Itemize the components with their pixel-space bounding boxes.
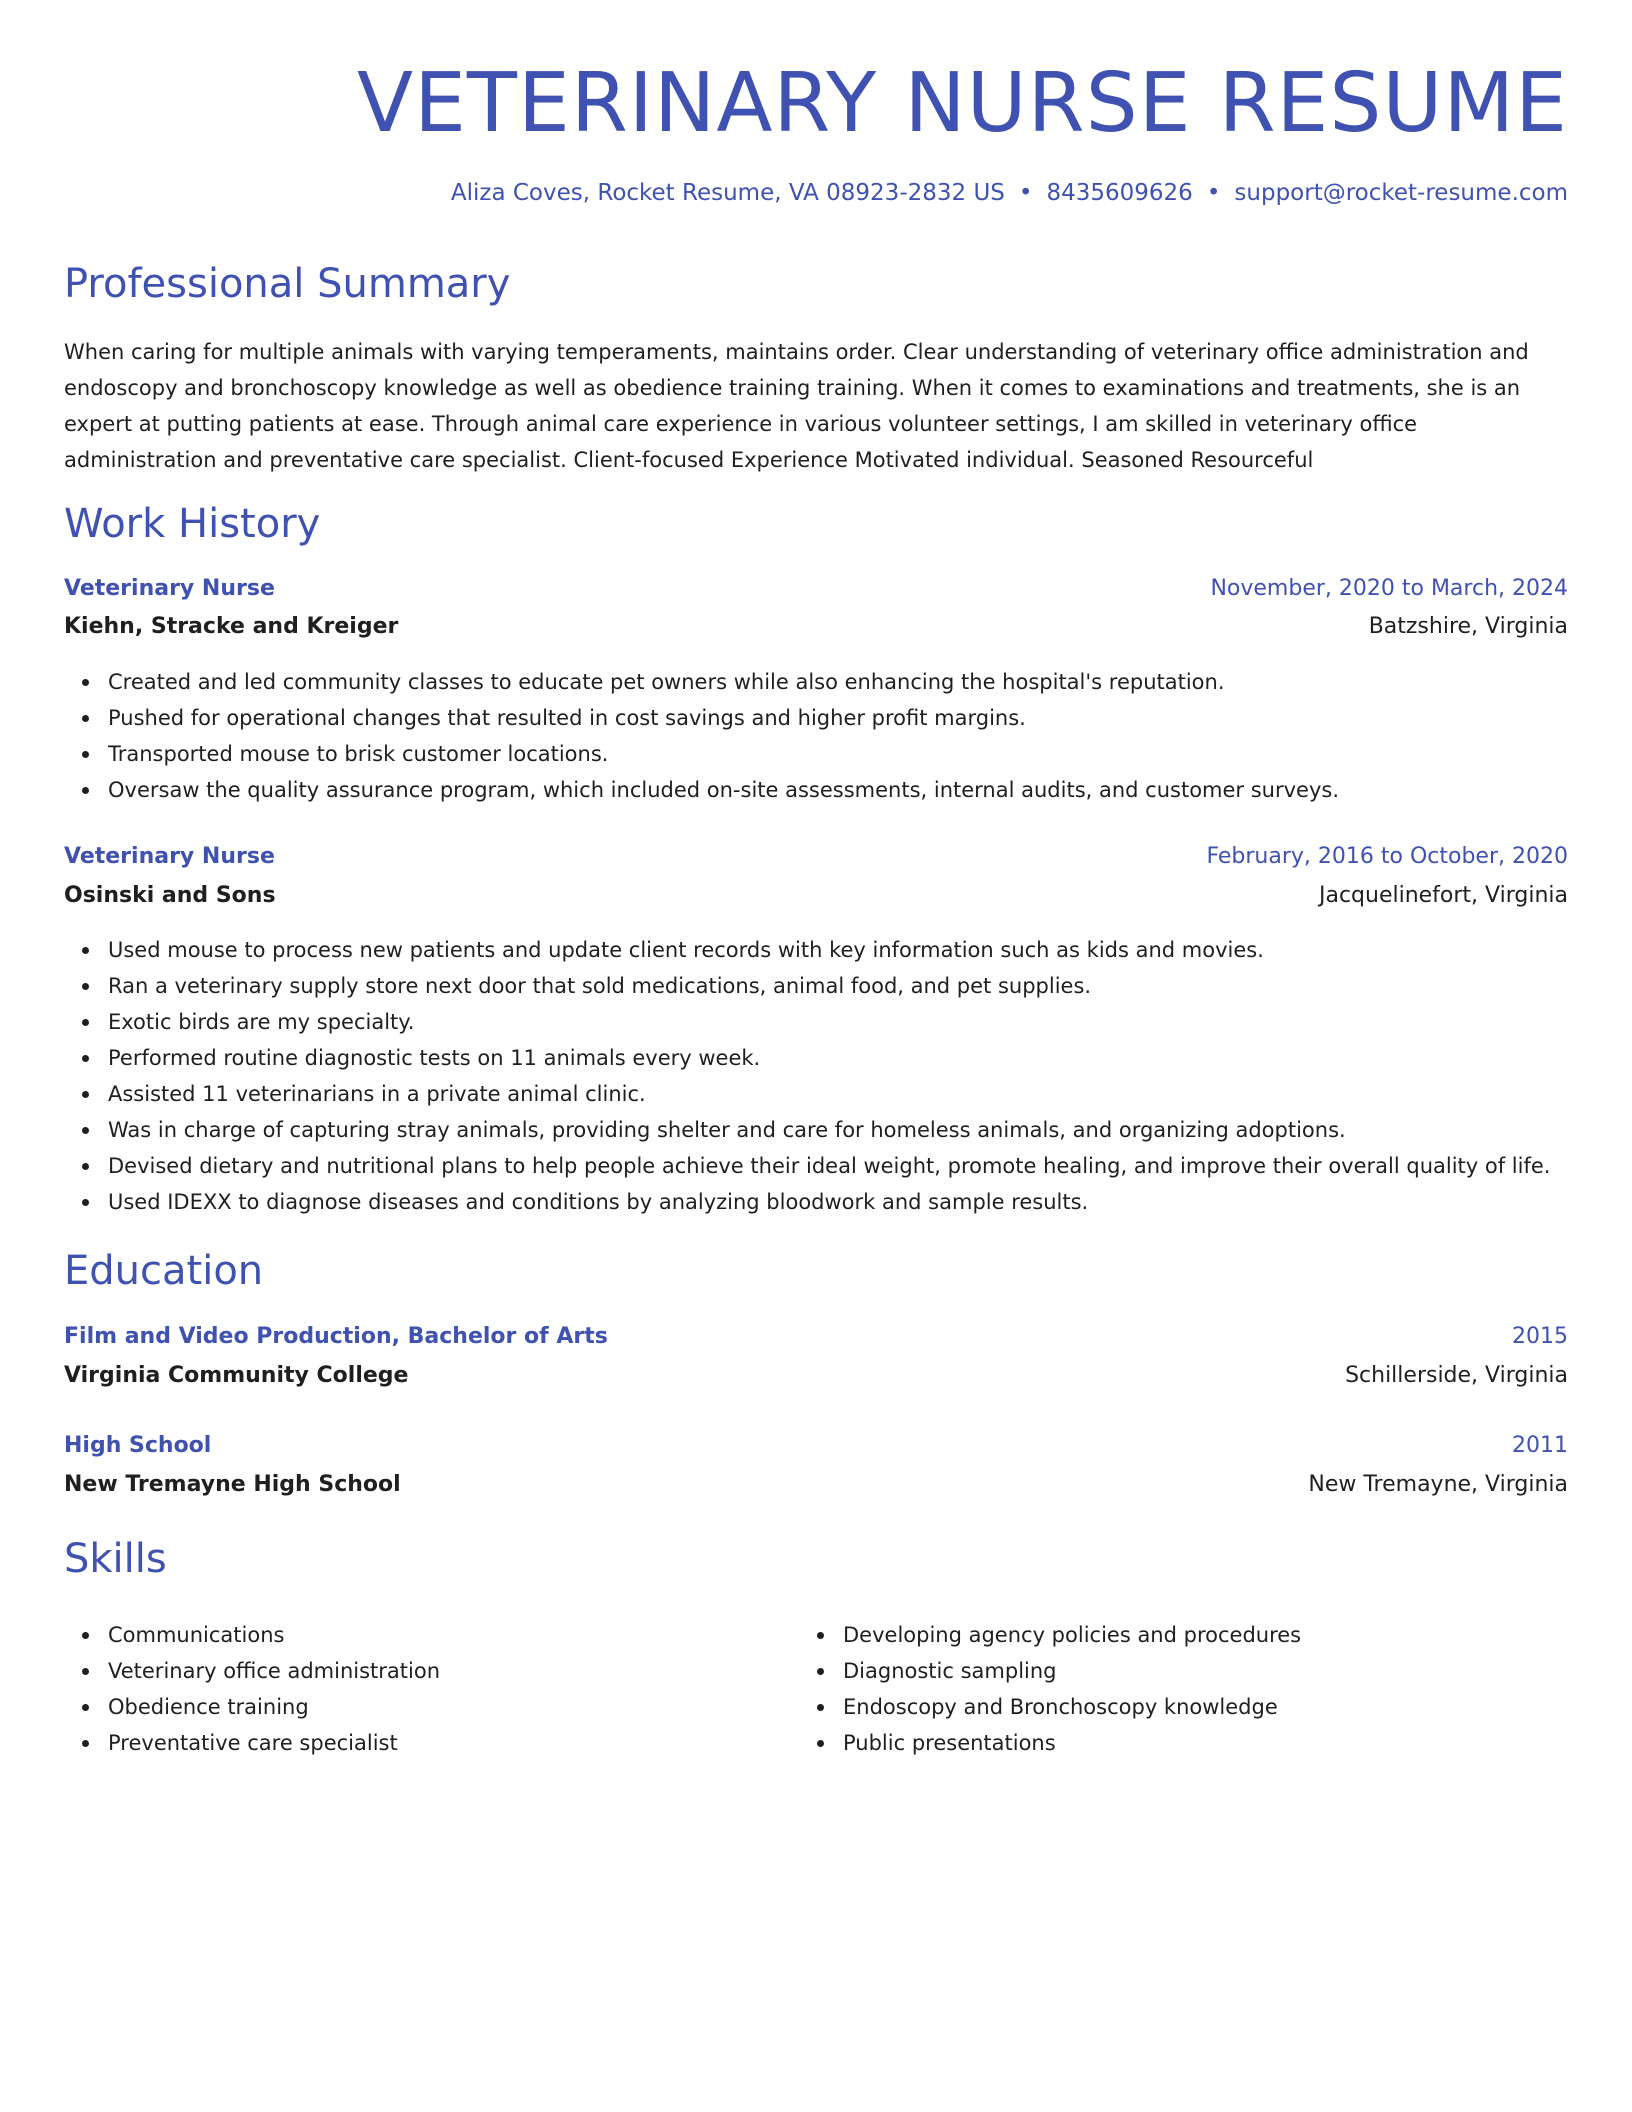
list-item: Oversaw the quality assurance program, which included on-site assessments, internal audits, and customer surveys. (108, 772, 1339, 808)
summary-heading: Professional Summary (64, 261, 511, 307)
contact-separator: • (1018, 180, 1033, 206)
education-header (64, 1324, 1568, 1349)
contact-address: Aliza Coves, Rocket Resume, VA 08923-2832 US (450, 180, 1005, 206)
skill-item: Veterinary office administration (108, 1653, 440, 1689)
skill-item: Diagnostic sampling (843, 1653, 1301, 1689)
list-item: Transported mouse to brisk customer locations. (108, 736, 1339, 772)
education-location: Schillerside, Virginia (1345, 1363, 1568, 1388)
work-history-heading: Work History (64, 501, 321, 547)
job-duties-list (64, 664, 1339, 808)
contact-phone: 8435609626 (1046, 180, 1193, 206)
education-school-row (64, 1472, 1568, 1497)
job-title: Veterinary Nurse (64, 844, 275, 869)
skill-item: Developing agency policies and procedures (843, 1617, 1301, 1653)
education-degree: High School (64, 1433, 212, 1458)
job-location: Batzshire, Virginia (1368, 614, 1568, 639)
education-year: 2015 (1512, 1324, 1568, 1349)
education-year: 2011 (1512, 1433, 1568, 1458)
education-school: New Tremayne High School (64, 1472, 401, 1497)
skills-list-right (799, 1617, 1301, 1761)
list-item: Performed routine diagnostic tests on 11 animals every week. (108, 1040, 1550, 1076)
job-dates: February, 2016 to October, 2020 (1206, 844, 1568, 869)
contact-separator: • (1206, 180, 1221, 206)
skill-item: Obedience training (108, 1689, 440, 1725)
list-item: Exotic birds are my specialty. (108, 1004, 1550, 1040)
education-degree: Film and Video Production, Bachelor of Arts (64, 1324, 608, 1349)
skill-item: Public presentations (843, 1725, 1301, 1761)
education-school-row (64, 1363, 1568, 1388)
skill-item: Preventative care specialist (108, 1725, 440, 1761)
list-item: Devised dietary and nutritional plans to help people achieve their ideal weight, promote healing, and improve their overall quality of life. (108, 1148, 1550, 1184)
education-header (64, 1433, 1568, 1458)
job-duties-list (64, 932, 1550, 1220)
education-school: Virginia Community College (64, 1363, 409, 1388)
skills-list-left (64, 1617, 440, 1761)
job-title: Veterinary Nurse (64, 576, 275, 601)
list-item: Assisted 11 veterinarians in a private animal clinic. (108, 1076, 1550, 1112)
list-item: Created and led community classes to educate pet owners while also enhancing the hospital's reputation. (108, 664, 1339, 700)
skill-item: Endoscopy and Bronchoscopy knowledge (843, 1689, 1301, 1725)
job-company: Osinski and Sons (64, 883, 276, 908)
job-employer-row (64, 614, 1568, 639)
list-item: Ran a veterinary supply store next door that sold medications, animal food, and pet supplies. (108, 968, 1550, 1004)
contact-line (451, 178, 1568, 208)
list-item: Used IDEXX to diagnose diseases and conditions by analyzing bloodwork and sample results. (108, 1184, 1550, 1220)
list-item: Was in charge of capturing stray animals, providing shelter and care for homeless animals, and organizing adoptions. (108, 1112, 1550, 1148)
contact-email[interactable]: support@rocket-resume.com (1234, 180, 1568, 206)
resume-title: VETERINARY NURSE RESUME (357, 56, 1568, 151)
job-header (64, 576, 1568, 601)
job-location: Jacquelinefort, Virginia (1318, 883, 1568, 908)
list-item: Used mouse to process new patients and update client records with key information such as kids and movies. (108, 932, 1550, 968)
list-item: Pushed for operational changes that resulted in cost savings and higher profit margins. (108, 700, 1339, 736)
education-location: New Tremayne, Virginia (1308, 1472, 1568, 1497)
job-company: Kiehn, Stracke and Kreiger (64, 614, 399, 639)
skill-item: Communications (108, 1617, 440, 1653)
job-dates: November, 2020 to March, 2024 (1210, 576, 1568, 601)
job-header (64, 844, 1568, 869)
job-employer-row (64, 883, 1568, 908)
summary-text: When caring for multiple animals with varying temperaments, maintains order. Clear understanding of veterinary office administration and endoscopy and bronchoscopy knowledge as well as obedience training training. When it comes to examinations and treatments, she is an expert at putting patients at ease. Through animal care experience in various volunteer settings, I am skilled in veterinary office administration and preventative care specialist. Client-focused Experience Motivated individual. Seasoned Resourceful (64, 340, 1529, 472)
education-heading: Education (64, 1248, 264, 1294)
skills-heading: Skills (64, 1536, 167, 1582)
